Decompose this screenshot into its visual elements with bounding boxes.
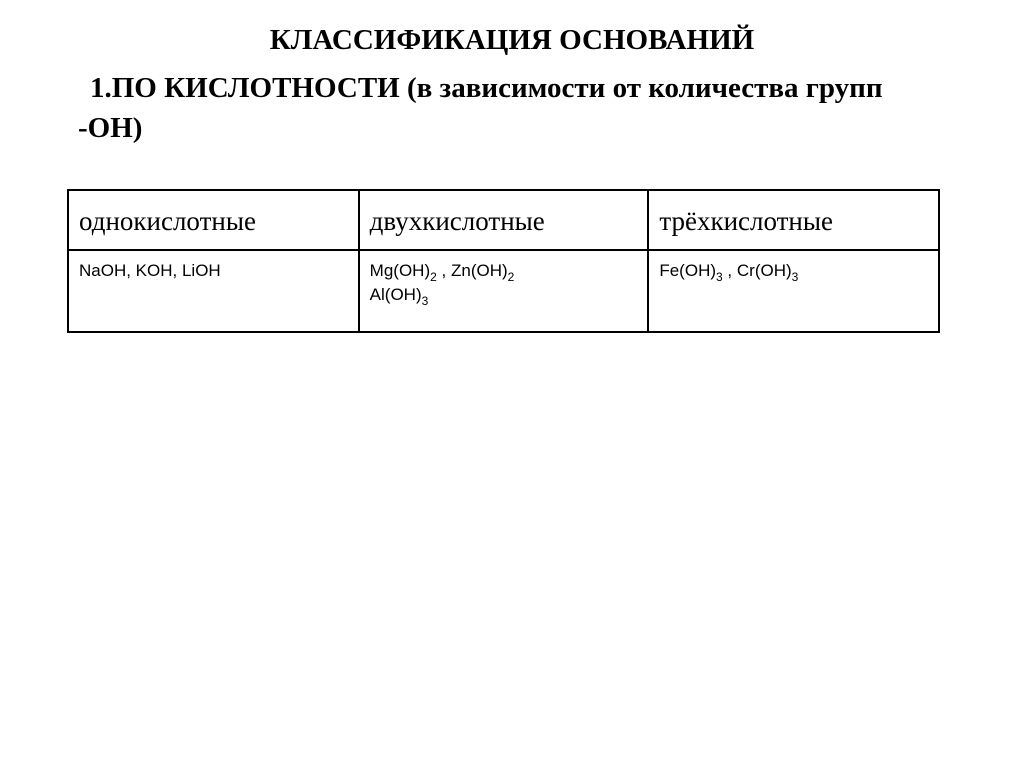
slide-title: КЛАССИФИКАЦИЯ ОСНОВАНИЙ: [269, 24, 755, 56]
formula-list: NaOH, KOH, LiOH: [79, 261, 221, 280]
formula-zn-oh-2: $Zn(OH)_2$: [450, 261, 515, 284]
formula-mg-oh-2: $Mg(OH)_2$: [369, 261, 437, 284]
cell-monoacid-examples: [68, 250, 359, 332]
formula-fe-oh-3: $Fe(OH)_3$: [659, 261, 723, 284]
cell-diacid-examples: [359, 250, 649, 332]
classification-table: [67, 189, 940, 333]
formula-separator: ,: [436, 261, 451, 280]
header-triacid: трёхкислотные: [648, 190, 939, 250]
formula-al-oh-3: $Al(OH)_3$: [369, 285, 429, 308]
header-monoacid: однокислотные: [68, 190, 359, 250]
slide-subtitle: 1.ПО КИСЛОТНОСТИ (в зависимости от количества групп -ОН): [78, 72, 883, 144]
formula-separator: ,: [722, 261, 737, 280]
table-header-row: [68, 190, 939, 250]
cell-triacid-examples: [648, 250, 939, 332]
formula-cr-oh-3: $Cr(OH)_3$: [736, 261, 799, 284]
table-row: [68, 250, 939, 332]
header-diacid: двухкислотные: [359, 190, 649, 250]
